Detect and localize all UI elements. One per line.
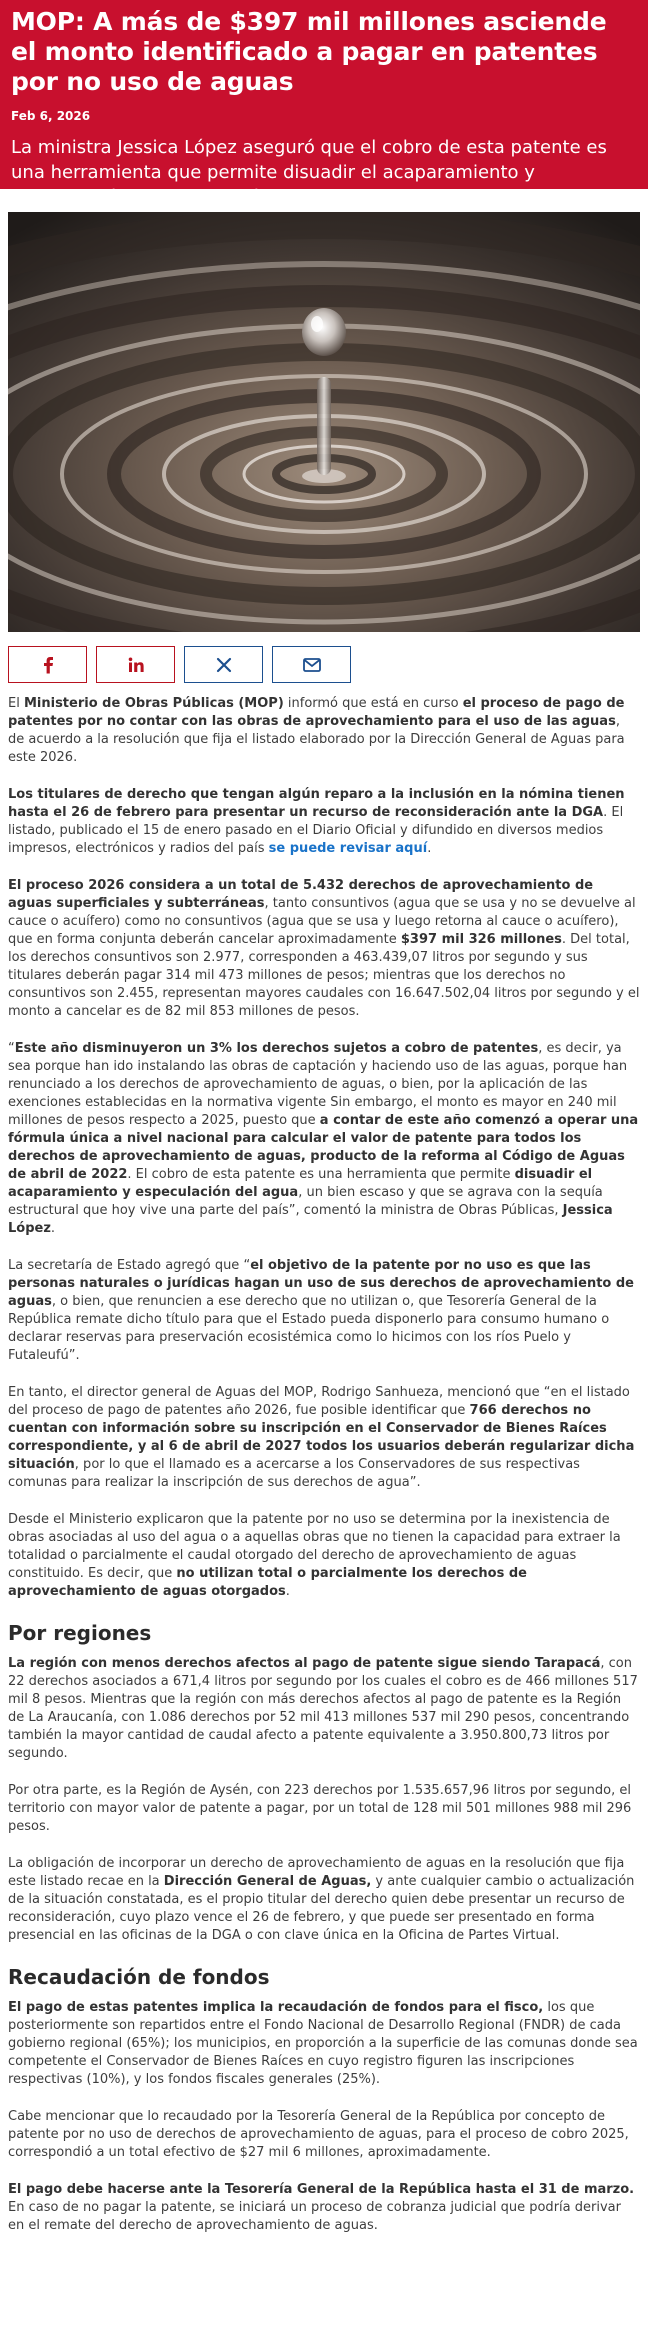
paragraph xyxy=(8,1040,640,1238)
text-run: La obligación de incorporar un derecho de aprovechamiento de aguas en la resolución que fija este listado recae en la xyxy=(8,1856,625,1889)
bold-text: no utilizan total o parcialmente los derechos de aprovechamiento de aguas otorgados xyxy=(8,1566,527,1599)
paragraph xyxy=(8,1511,640,1601)
text-run: , un bien escaso y que se agrava con la sequía estructural que hoy vive una parte del país”, comentó la ministra de Obras Públicas, xyxy=(8,1185,603,1218)
text-run: Cabe mencionar que lo recaudado por la Tesorería General de la República por concepto de patente por no uso de derechos de aprovechamiento de aguas, para el proceso de cobro 2025, correspondió a un total efectivo de $27 mil 6 millones, aproximadamente. xyxy=(8,2109,629,2160)
paragraph xyxy=(8,695,640,767)
bold-text: el proceso de pago de patentes por no contar con las obras de aprovechamiento para el uso de las aguas xyxy=(8,696,625,729)
bold-text: El proceso 2026 considera a un total de 5.432 derechos de aprovechamiento de aguas superficiales y subterráneas xyxy=(8,878,594,911)
paragraph xyxy=(8,1999,640,2089)
hero-image xyxy=(8,212,640,632)
email-icon xyxy=(303,658,321,672)
bold-text: Los titulares de derecho que tengan algún reparo a la inclusión en la nómina tienen hasta el 26 de febrero para presentar un recurso de reconsideración ante la DGA xyxy=(8,787,625,820)
bold-text: $397 mil 326 millones xyxy=(400,932,562,947)
paragraph xyxy=(8,2108,640,2162)
bold-text: La región con menos derechos afectos al pago de patente sigue siendo Tarapacá xyxy=(8,1656,601,1671)
paragraph xyxy=(8,786,640,858)
paragraph xyxy=(8,877,640,1021)
email-share-button[interactable] xyxy=(272,646,351,683)
text-run: Desde el Ministerio explicaron que la patente por no uso se determina por la inexistencia de obras asociadas al uso del agua o a aquellas obras que no tienen la capacidad para extraer la totalidad o parcialmente el caudal otorgado del derecho de aprovechamiento de aguas constituido. Es decir, que xyxy=(8,1512,621,1581)
text-run: y ante cualquier cambio o actualización de la situación constatada, es el propio titular del derecho quien debe presentar un recurso de reconsideración, cuyo plazo vence el 26 de febrero, y que puede ser presentado en forma presencial en las oficinas de la DGA o con clave única en la Oficina de Partes Virtual. xyxy=(8,1874,635,1943)
article-title: MOP: A más de $397 mil millones asciende el monto identificado a pagar en patentes por no uso de aguas xyxy=(11,7,607,96)
text-run: “ xyxy=(8,1041,15,1056)
bold-text: Jessica López xyxy=(8,1203,613,1236)
paragraph xyxy=(8,1257,640,1365)
text-run: . xyxy=(427,841,432,856)
article-header xyxy=(0,0,648,208)
bold-text: El pago de estas patentes implica la recaudación de fondos para el fisco, xyxy=(8,2000,544,2015)
bold-text: el objetivo de la patente por no uso es que las personas naturales o jurídicas hagan un uso de sus derechos de aprovechamiento de aguas xyxy=(8,1258,634,1309)
paragraph xyxy=(8,1384,640,1492)
text-run: . El cobro de esta patente es una herramienta que permite xyxy=(127,1167,515,1182)
paragraph xyxy=(8,2181,640,2235)
facebook-icon xyxy=(40,656,56,674)
linkedin-icon xyxy=(127,656,145,674)
text-run: Por otra parte, es la Región de Aysén, con 223 derechos por 1.535.657,96 litros por segundo, el territorio con mayor valor de patente a pagar, por un total de 128 mil 501 millones 988 mil 296 pesos. xyxy=(8,1783,632,1834)
text-run: La secretaría de Estado agregó que “ xyxy=(8,1258,251,1273)
text-run: . El listado, publicado el 15 de enero pasado en el Diario Oficial y difundido en diversos medios impresos, electrónicos y radios del país xyxy=(8,805,624,856)
water-drop-image xyxy=(8,212,640,632)
bold-text: El pago debe hacerse ante la Tesorería General de la República hasta el 31 de marzo. xyxy=(8,2182,635,2197)
article-lead: La ministra Jessica López aseguró que el cobro de esta patente es una herramienta que permite disuadir el acaparamiento y especulación del recurso hídrico. xyxy=(11,137,607,208)
text-run: los que posteriormente son repartidos entre el Fondo Nacional de Desarrollo Regional (FNDR) de cada gobierno regional (65%); los municipios, en proporción a la superficie de las comunas donde sea competente el Conservador de Bienes Raíces en cuyo registro figuren las inscripciones respectivas (10%), y los fondos fiscales generales (25%). xyxy=(8,2000,638,2087)
text-run: . Del total, los derechos consuntivos son 2.977, corresponden a 463.439,07 litros por segundo y sus titulares deberán pagar 314 mil 473 millones de pesos; mientras que los derechos no consuntivos son 2.455, representan mayores caudales con 16.647.502,04 litros por segundo y el monto a cancelar es de 82 mil 853 millones de pesos. xyxy=(8,932,640,1019)
text-run: En tanto, el director general de Aguas del MOP, Rodrigo Sanhueza, mencionó que “en el listado del proceso de pago de patentes año 2026, fue posible identificar que xyxy=(8,1385,630,1418)
paragraph xyxy=(8,1655,640,1763)
text-run: , o bien, que renuncien a ese derecho que no utilizan o, que Tesorería General de la República remate dicho título para que el Estado pueda disponerlo para consumo humano o declarar reservas para preservación ecosistémica como lo hicimos con los ríos Puelo y Futaleufú”. xyxy=(8,1294,610,1363)
share-bar xyxy=(8,646,640,683)
bold-text: disuadir el acaparamiento y especulación del agua xyxy=(8,1167,593,1200)
x-icon xyxy=(216,657,232,673)
inline-link[interactable]: se puede revisar aquí xyxy=(268,841,428,856)
article-date: Feb 6, 2026 xyxy=(11,109,91,123)
text-run: En caso de no pagar la patente, se iniciará un proceso de cobranza judicial que podría derivar en el remate del derecho de aprovechamiento de aguas. xyxy=(8,2200,621,2233)
bold-text: a contar de este año comenzó a operar una fórmula única a nivel nacional para calcular el valor de patente para todos los derechos de aprovechamiento de aguas, producto de la reforma al Código de Aguas de abril de 2022 xyxy=(8,1113,639,1182)
bold-text: 766 derechos no cuentan con información sobre su inscripción en el Conservador de Bienes Raíces correspondiente, y al 6 de abril de 2027 todos los usuarios deberán regularizar dicha situación xyxy=(8,1403,635,1472)
text-run: , por lo que el llamado es a acercarse a los Conservadores de sus respectivas comunas para realizar la inscripción de sus derechos de agua”. xyxy=(8,1457,580,1490)
article-body xyxy=(8,695,640,2235)
facebook-share-button[interactable] xyxy=(8,646,87,683)
x-share-button[interactable] xyxy=(184,646,263,683)
section-heading-regiones: Por regiones xyxy=(8,1621,152,1645)
text-run: . xyxy=(50,1221,56,1236)
section-heading-recaudacion: Recaudación de fondos xyxy=(8,1965,270,1989)
text-run: El xyxy=(8,696,24,711)
text-run: . xyxy=(285,1584,290,1599)
text-run: , de acuerdo a la resolución que fija el listado elaborado por la Dirección General de Aguas para este 2026. xyxy=(8,714,625,765)
paragraph xyxy=(8,1855,640,1945)
text-run: , tanto consuntivos (agua que se usa y no se devuelve al cauce o acuífero) como no consuntivos (agua que se usa y luego retorna al cauce o acuífero), que en forma conjunta deberán cancelar aproximadamente xyxy=(8,896,636,947)
text-run: , es decir, ya sea porque han ido instalando las obras de captación y haciendo uso de las aguas, porque han renunciado a los derechos de aprovechamiento de aguas, o bien, por la aplicación de las exenciones establecidas en la normativa vigente Sin embargo, el monto es mayor en 240 mil millones de pesos respecto a 2025, puesto que xyxy=(8,1041,628,1128)
bold-text: Este año disminuyeron un 3% los derechos sujetos a cobro de patentes xyxy=(14,1041,539,1056)
bold-text: Dirección General de Aguas, xyxy=(163,1874,372,1889)
paragraph xyxy=(8,1782,640,1836)
text-run: , con 22 derechos asociados a 671,4 litros por segundo por los cuales el cobro es de 466 millones 517 mil 8 pesos. Mientras que la región con más derechos afectos al pago de patente es la Región de La Araucanía, con 1.086 derechos por 52 mil 413 millones 537 mil 290 pesos, concentrando también la mayor cantidad de caudal afecto a patente equivalente a 3.950.800,73 litros por segundo. xyxy=(8,1656,638,1761)
linkedin-share-button[interactable] xyxy=(96,646,175,683)
text-run: informó que está en curso xyxy=(283,696,463,711)
bold-text: Ministerio de Obras Públicas (MOP) xyxy=(23,696,284,711)
